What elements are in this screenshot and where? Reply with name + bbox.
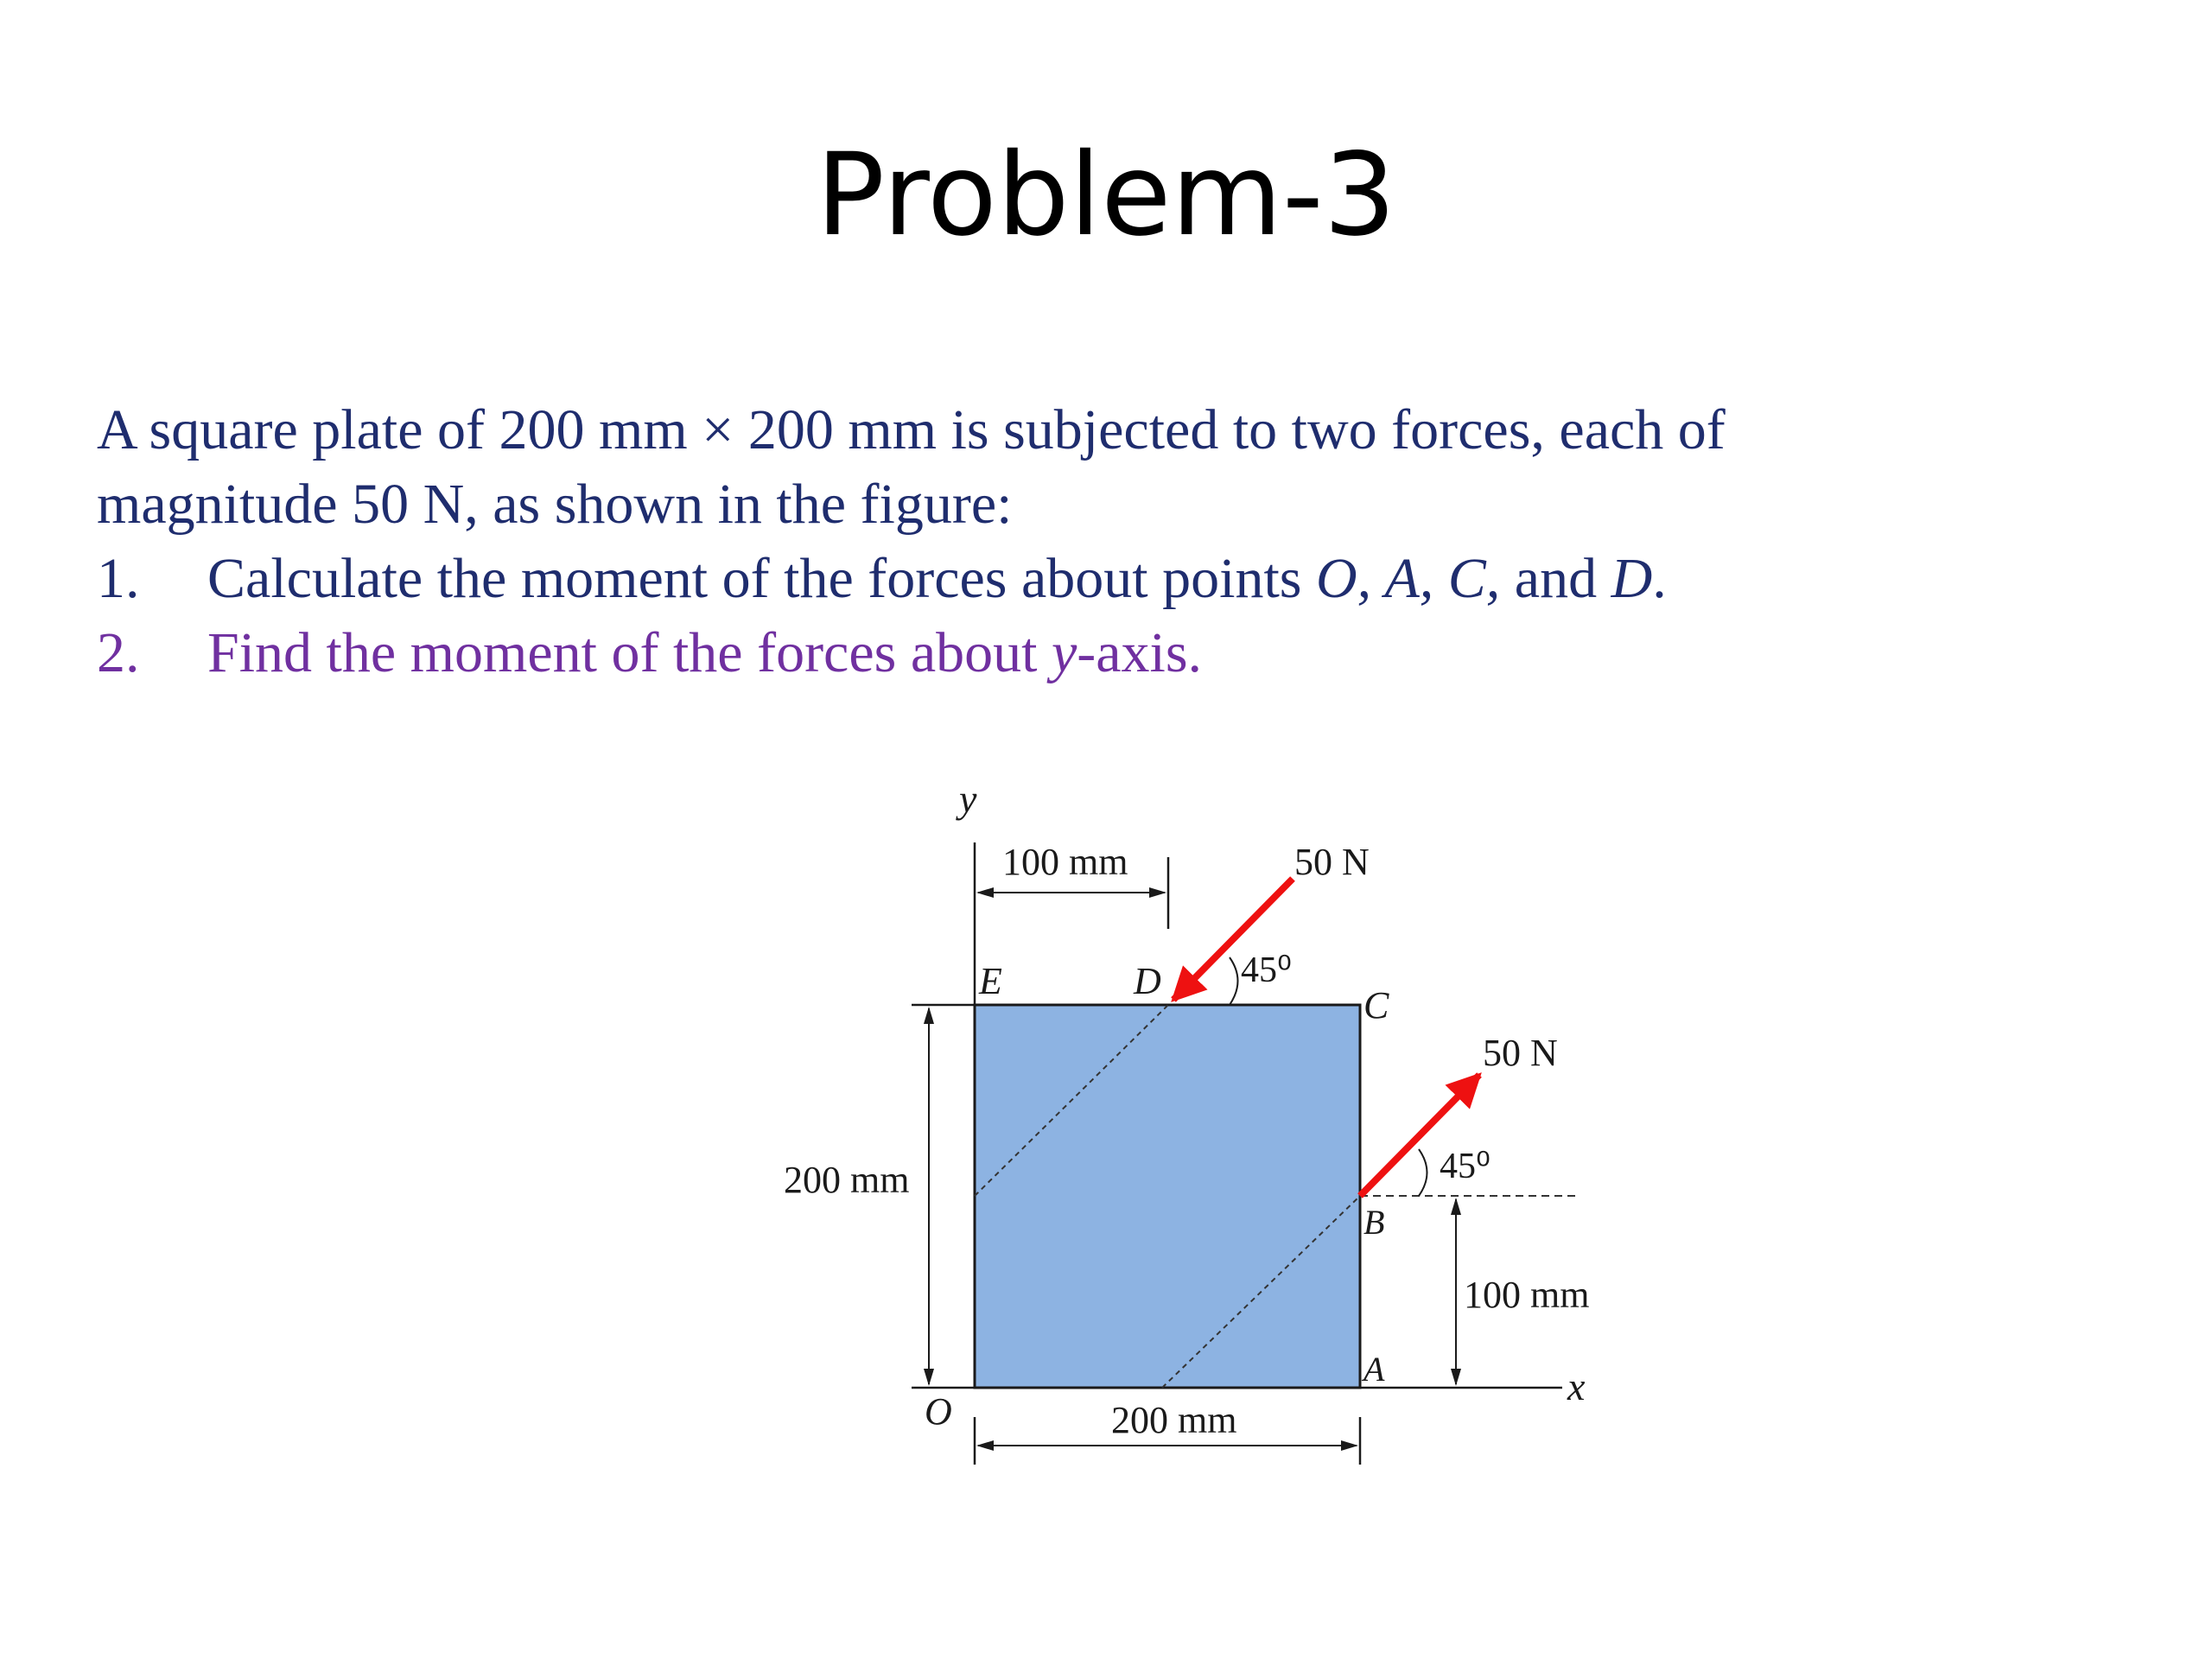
point-label-d: D bbox=[1134, 960, 1161, 1002]
intro-line-1: A square plate of 200 mm × 200 mm is subjected to two forces, each of bbox=[97, 398, 1726, 461]
square-plate bbox=[975, 1005, 1360, 1388]
point-label-e: E bbox=[979, 960, 1002, 1002]
task-end-1: . bbox=[1652, 547, 1667, 610]
dim-top-label: 100 mm bbox=[1002, 841, 1128, 883]
angle-label-top: 45⁰ bbox=[1241, 950, 1292, 990]
point-label-c: C bbox=[1363, 984, 1389, 1027]
angle-arc-b bbox=[1419, 1149, 1427, 1196]
axis-label-y: y bbox=[959, 777, 977, 821]
intro-line-2: magnitude 50 N, as shown in the figure: bbox=[97, 473, 1013, 536]
origin-label: O bbox=[925, 1390, 952, 1433]
task-points-1: O, A, C, bbox=[1315, 547, 1501, 610]
task-last-point-1: D bbox=[1611, 547, 1653, 610]
dim-bottom-label: 200 mm bbox=[1111, 1399, 1237, 1441]
task-text-1: Calculate the moment of the forces about points bbox=[207, 547, 1316, 610]
point-label-b: B bbox=[1363, 1203, 1385, 1242]
dim-right-label: 100 mm bbox=[1464, 1274, 1590, 1316]
dim-left-label: 200 mm bbox=[784, 1159, 910, 1201]
point-label-a: A bbox=[1363, 1350, 1385, 1389]
task-text-2: Find the moment of the forces about bbox=[207, 621, 1052, 684]
slide-title: Problem-3 bbox=[816, 129, 1396, 262]
force-label-top: 50 N bbox=[1294, 841, 1370, 883]
task-number-1: 1. bbox=[97, 547, 140, 610]
angle-arc-d bbox=[1230, 957, 1238, 1005]
angle-label-right: 45⁰ bbox=[1440, 1147, 1491, 1186]
axis-label-x: x bbox=[1567, 1364, 1586, 1408]
task-after-2: -axis. bbox=[1077, 621, 1203, 684]
task-and-1: and bbox=[1500, 547, 1611, 610]
task-number-2: 2. bbox=[97, 621, 140, 684]
force-label-right: 50 N bbox=[1483, 1032, 1558, 1074]
task-axis-2: y bbox=[1051, 621, 1077, 684]
